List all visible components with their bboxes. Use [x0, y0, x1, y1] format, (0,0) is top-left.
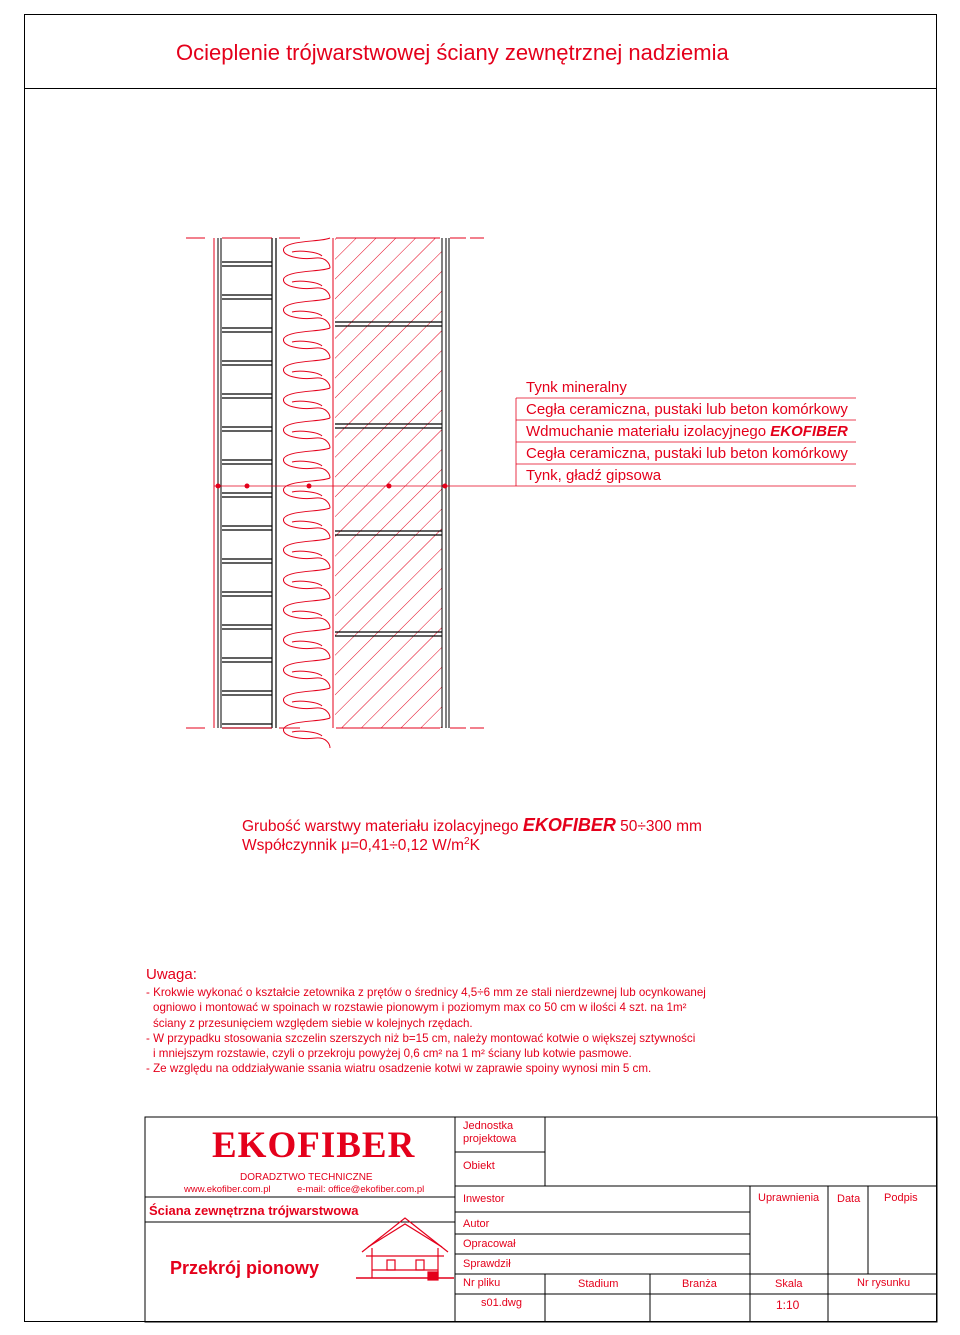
file-name: s01.dwg — [481, 1297, 522, 1309]
label-autor: Autor — [463, 1218, 490, 1230]
label-skala: Skala — [775, 1278, 803, 1290]
scale-value: 1:10 — [776, 1298, 800, 1312]
label-nr-pliku: Nr pliku — [463, 1277, 501, 1289]
layer-label-3: Wdmuchanie materiału izolacyjnego EKOFIBER — [526, 423, 848, 440]
label-projektowa: projektowa — [463, 1133, 517, 1145]
insulation-thickness: Grubość warstwy materiału izolacyjnego EKOFIBER 50÷300 mm — [242, 815, 702, 835]
inner-brick-wall — [335, 238, 449, 728]
outer-brick-joints — [222, 262, 272, 728]
label-sprawdzil: Sprawdził — [463, 1258, 511, 1270]
note-line: - Krokwie wykonać o kształcie zetownika z prętów o średnicy 4,5÷6 mm ze stali nierdzewnej lub ocynkowanej — [146, 986, 706, 1000]
section-name: Przekrój pionowy — [170, 1258, 320, 1278]
label-uprawnienia: Uprawnienia — [758, 1192, 820, 1204]
website: www.ekofiber.com.pl — [184, 1184, 271, 1195]
notes-heading: Uwaga: — [146, 966, 197, 983]
label-opracowal: Opracował — [463, 1238, 516, 1250]
outer-brick-wall — [272, 238, 276, 728]
ekofiber-logo: EKOFIBER — [212, 1125, 416, 1166]
label-inwestor: Inwestor — [463, 1193, 505, 1205]
label-nr-rysunku: Nr rysunku — [857, 1277, 911, 1289]
thermal-coefficient: Współczynnik μ=0,41÷0,12 $W/m^2K$ — [242, 836, 480, 855]
note-line: i mniejszym rozstawie, czyli o przekroju powyżej 0,6 cm² na 1 m² ściany lub kotwie pasmowe. — [153, 1047, 632, 1061]
page-title: Ocieplenie trójwarstwowej ściany zewnętrznej nadziemia — [176, 40, 729, 65]
drawing-name: Ściana zewnętrzna trójwarstwowa — [149, 1203, 359, 1218]
note-line: - W przypadku stosowania szczelin szerszych niż b=15 cm, należy montować kotwie o większej sztywności — [146, 1031, 696, 1045]
house-icon — [356, 1218, 454, 1280]
layer-label-4: Cegła ceramiczna, pustaki lub beton komórkowy — [526, 445, 848, 462]
layer-label-5: Tynk, gładź gipsowa — [526, 467, 662, 484]
layer-label-1: Tynk mineralny — [526, 379, 627, 396]
logo-subtitle: DORADZTWO TECHNICZNE — [240, 1172, 373, 1183]
label-branza: Branża — [682, 1278, 717, 1290]
label-data: Data — [837, 1193, 861, 1205]
layer-label-2: Cegła ceramiczna, pustaki lub beton komórkowy — [526, 401, 848, 418]
insulation-layer — [283, 238, 330, 748]
note-line: - Ze względu na oddziaływanie ssania wiatru osadzenie kotwi w zaprawie spoiny wynosi min 5 cm. — [146, 1062, 652, 1076]
note-line: ogniowo i montować w spoinach w rozstawie pionowym i poziomym max co 50 cm w ilości 4 szt. na 1m² — [153, 1001, 687, 1015]
label-podpis: Podpis — [884, 1192, 918, 1204]
notes-section — [146, 967, 846, 1076]
label-jednostka: Jednostka — [463, 1120, 514, 1132]
outer-plaster-layer — [214, 238, 221, 728]
note-line: ściany z przesunięciem względem siebie w kolejnych rzędach. — [153, 1016, 473, 1030]
email: e-mail: office@ekofiber.com.pl — [297, 1184, 425, 1195]
label-stadium: Stadium — [578, 1278, 619, 1290]
label-obiekt: Obiekt — [463, 1160, 495, 1172]
